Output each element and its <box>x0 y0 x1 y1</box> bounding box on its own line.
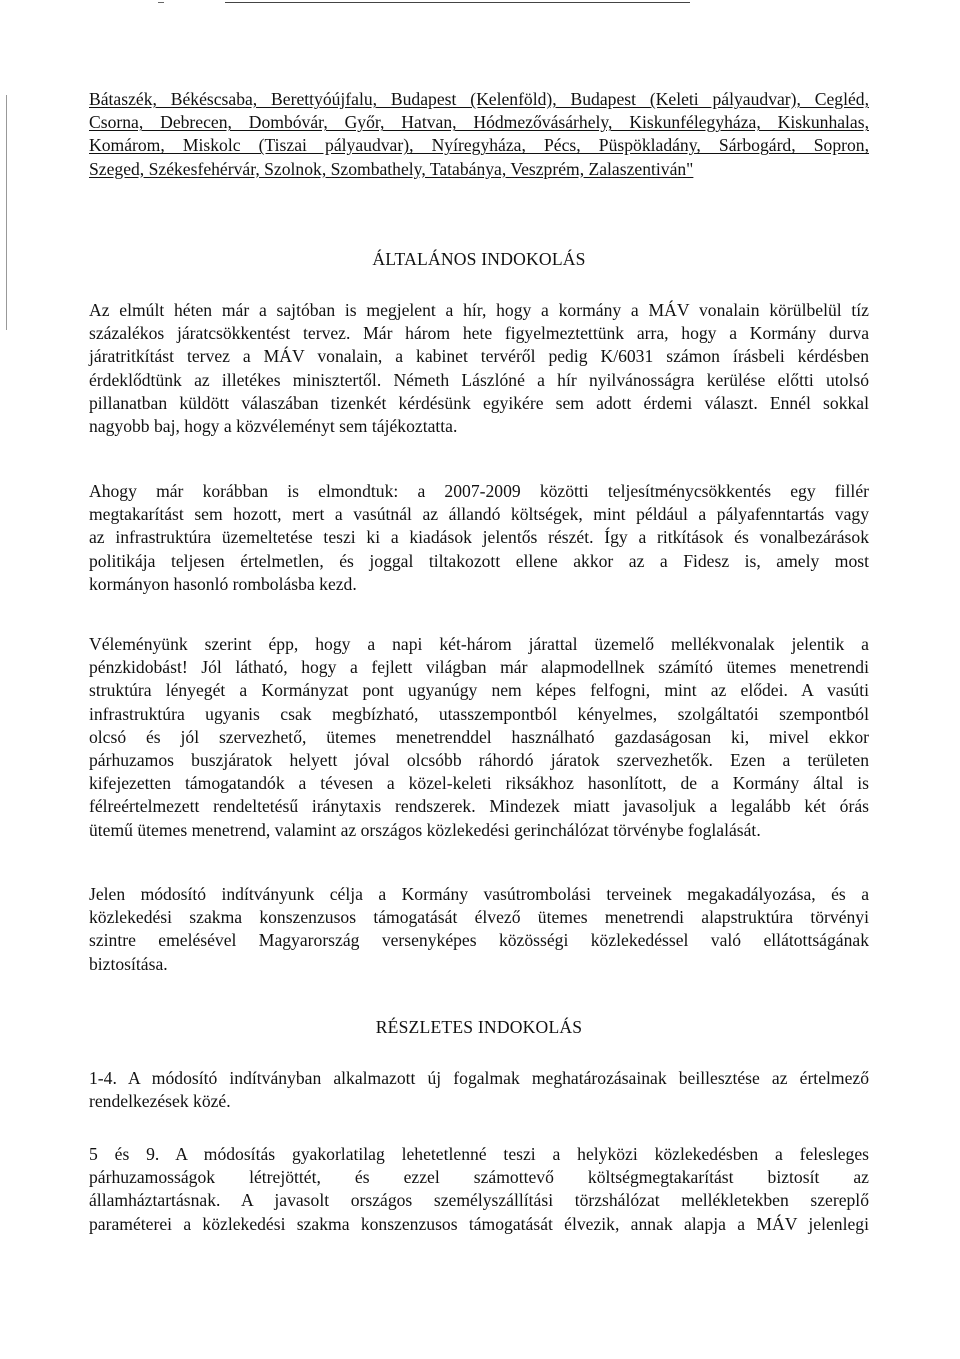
paragraph-line: Az elmúlt héten már a sajtóban is megjelent a hír, hogy a kormány a MÁV vonalain körülbelül tíz <box>89 300 869 320</box>
paragraph-line: pénzkidobást! Jól látható, hogy a fejlett világban már alapmodellnek számító ütemes menetrendi <box>89 657 869 678</box>
general-heading: ÁLTALÁNOS INDOKOLÁS <box>372 249 586 269</box>
city-list-line: Csorna, Debrecen, Dombóvár, Győr, Hatvan, Hódmezővásárhely, Kiskunfélegyháza, Kiskunhalas, <box>89 112 869 133</box>
paragraph-line: párhuzamosságok létrejöttét, és ezzel számottevő költségmegtakarítást biztosít az <box>89 1167 869 1188</box>
general-paragraph-4 <box>89 883 869 976</box>
general-paragraph-1 <box>89 299 869 438</box>
paragraph-line: félreértelmezett rendeltetésű iránytaxis rendszerek. Mindezek miatt javasoljuk a legalább két órás <box>89 796 869 817</box>
paragraph-line: ütemű ütemes menetrend, valamint az országos közlekedési gerinchálózat törvénybe foglalását. <box>89 819 761 840</box>
detailed-paragraph-2 <box>89 1143 869 1236</box>
paragraph-line: kifejezetten támogatandók a tévesen a közel-keleti riksákhoz hasonlított, de a Kormány által is <box>89 773 869 794</box>
detailed-heading: RÉSZLETES INDOKOLÁS <box>375 1017 583 1037</box>
paragraph-line: államháztartásnak. A javasolt országos személyszállítási törzshálózat mellékletekben szereplő <box>89 1190 869 1211</box>
scan-artifact-mark <box>158 2 164 3</box>
paragraph-line: 5 és 9. A módosítás gyakorlatilag lehetetlenné teszi a helyközi közlekedésben a felesleges <box>89 1144 869 1164</box>
city-list-line: Szeged, Székesfehérvár, Szolnok, Szombathely, Tatabánya, Veszprém, Zalaszentiván" <box>89 158 694 179</box>
general-paragraph-2 <box>89 480 869 596</box>
paragraph-line: biztosítása. <box>89 953 168 974</box>
paragraph-line: Jelen módosító indítványunk célja a Kormány vasútrombolási terveinek megakadályozása, és a <box>89 884 869 904</box>
paragraph-line: nagyobb baj, hogy a közvéleményt sem tájékoztatta. <box>89 416 458 437</box>
paragraph-line: járatritkítást tervez a MÁV vonalain, a kabinet tervéről pedig K/6031 számon írásbeli kérdésben <box>89 346 869 367</box>
city-list-line: Bátaszék, Békéscsaba, Berettyóújfalu, Budapest (Kelenföld), Budapest (Keleti pályaudvar), Cegléd, <box>89 89 869 109</box>
paragraph-line: kormányon hasonló rombolásba kezd. <box>89 573 357 594</box>
paragraph-line: struktúra lényegét a Kormányzat pont ugyanúgy nem képes felfogni, mint az elődei. A vasúti <box>89 680 869 701</box>
paragraph-line: paraméterei a közlekedési szakma konszenzusos támogatását élvezik, annak alapja a MÁV jelenlegi <box>89 1213 869 1234</box>
paragraph-line: pillanatban küldött válaszában tizenkét kérdésünk egyikére sem adott érdemi választ. Ennél sokkal <box>89 392 869 413</box>
paragraph-line: olcsó és jól szervezhető, ütemes menetrenddel használható gazdaságosan ki, mivel ekkor <box>89 726 869 747</box>
paragraph-line: megtakarítást sem hozott, mert a vasútnál az állandó költségek, mint például a pályafenntartás vagy <box>89 504 869 525</box>
paragraph-line: érdeklődtünk az illetékes minisztertől. Németh Lászlóné a hír nyilvánosságra kerülése előtti utolsó <box>89 369 869 390</box>
paragraph-line: rendelkezések közé. <box>89 1091 231 1112</box>
top-rule <box>225 2 690 3</box>
paragraph-line: 1-4. A módosító indítványban alkalmazott új fogalmak meghatározásainak beillesztése az értelmező <box>89 1068 869 1088</box>
city-list-line: Komárom, Miskolc (Tiszai pályaudvar), Nyíregyháza, Pécs, Püspökladány, Sárbogárd, Sopron, <box>89 135 869 156</box>
paragraph-line: százalékos járatcsökkentést tervez. Már három hete figyelmeztettünk arra, hogy a Kormány durva <box>89 323 869 344</box>
paragraph-line: Véleményünk szerint épp, hogy a napi két-három járattal üzemelő mellékvonalak jelentik a <box>89 634 869 654</box>
paragraph-line: közlekedési szakma konszenzusos támogatását élvező ütemes menetrendi alapstruktúra törvényi <box>89 907 869 928</box>
paragraph-line: infrastruktúra ugyanis csak megbízható, utasszempontból kényelmes, szolgáltatói szempontból <box>89 703 869 724</box>
paragraph-line: az infrastruktúra üzemeltetése teszi ki a kiadások jelentős részét. Így a ritkítások és vonalbezárások <box>89 527 869 548</box>
paragraph-line: Ahogy már korábban is elmondtuk: a 2007-2009 közötti teljesítménycsökkentés egy fillér <box>89 481 869 501</box>
paragraph-line: szintre emelésével Magyarország versenyképes közösségi közlekedéssel való ellátottságának <box>89 930 869 951</box>
paragraph-line: párhuzamos buszjáratok helyett jóval olcsóbb ráhordó járatok szervezhetők. Ezen a területen <box>89 750 869 771</box>
city-list <box>89 88 869 181</box>
detailed-paragraph-1 <box>89 1067 869 1113</box>
general-paragraph-3 <box>89 633 869 842</box>
scan-edge-line <box>6 95 7 330</box>
paragraph-line: politikája teljesen értelmetlen, és joggal tiltakozott ellene akkor az a Fidesz is, amely most <box>89 550 869 571</box>
